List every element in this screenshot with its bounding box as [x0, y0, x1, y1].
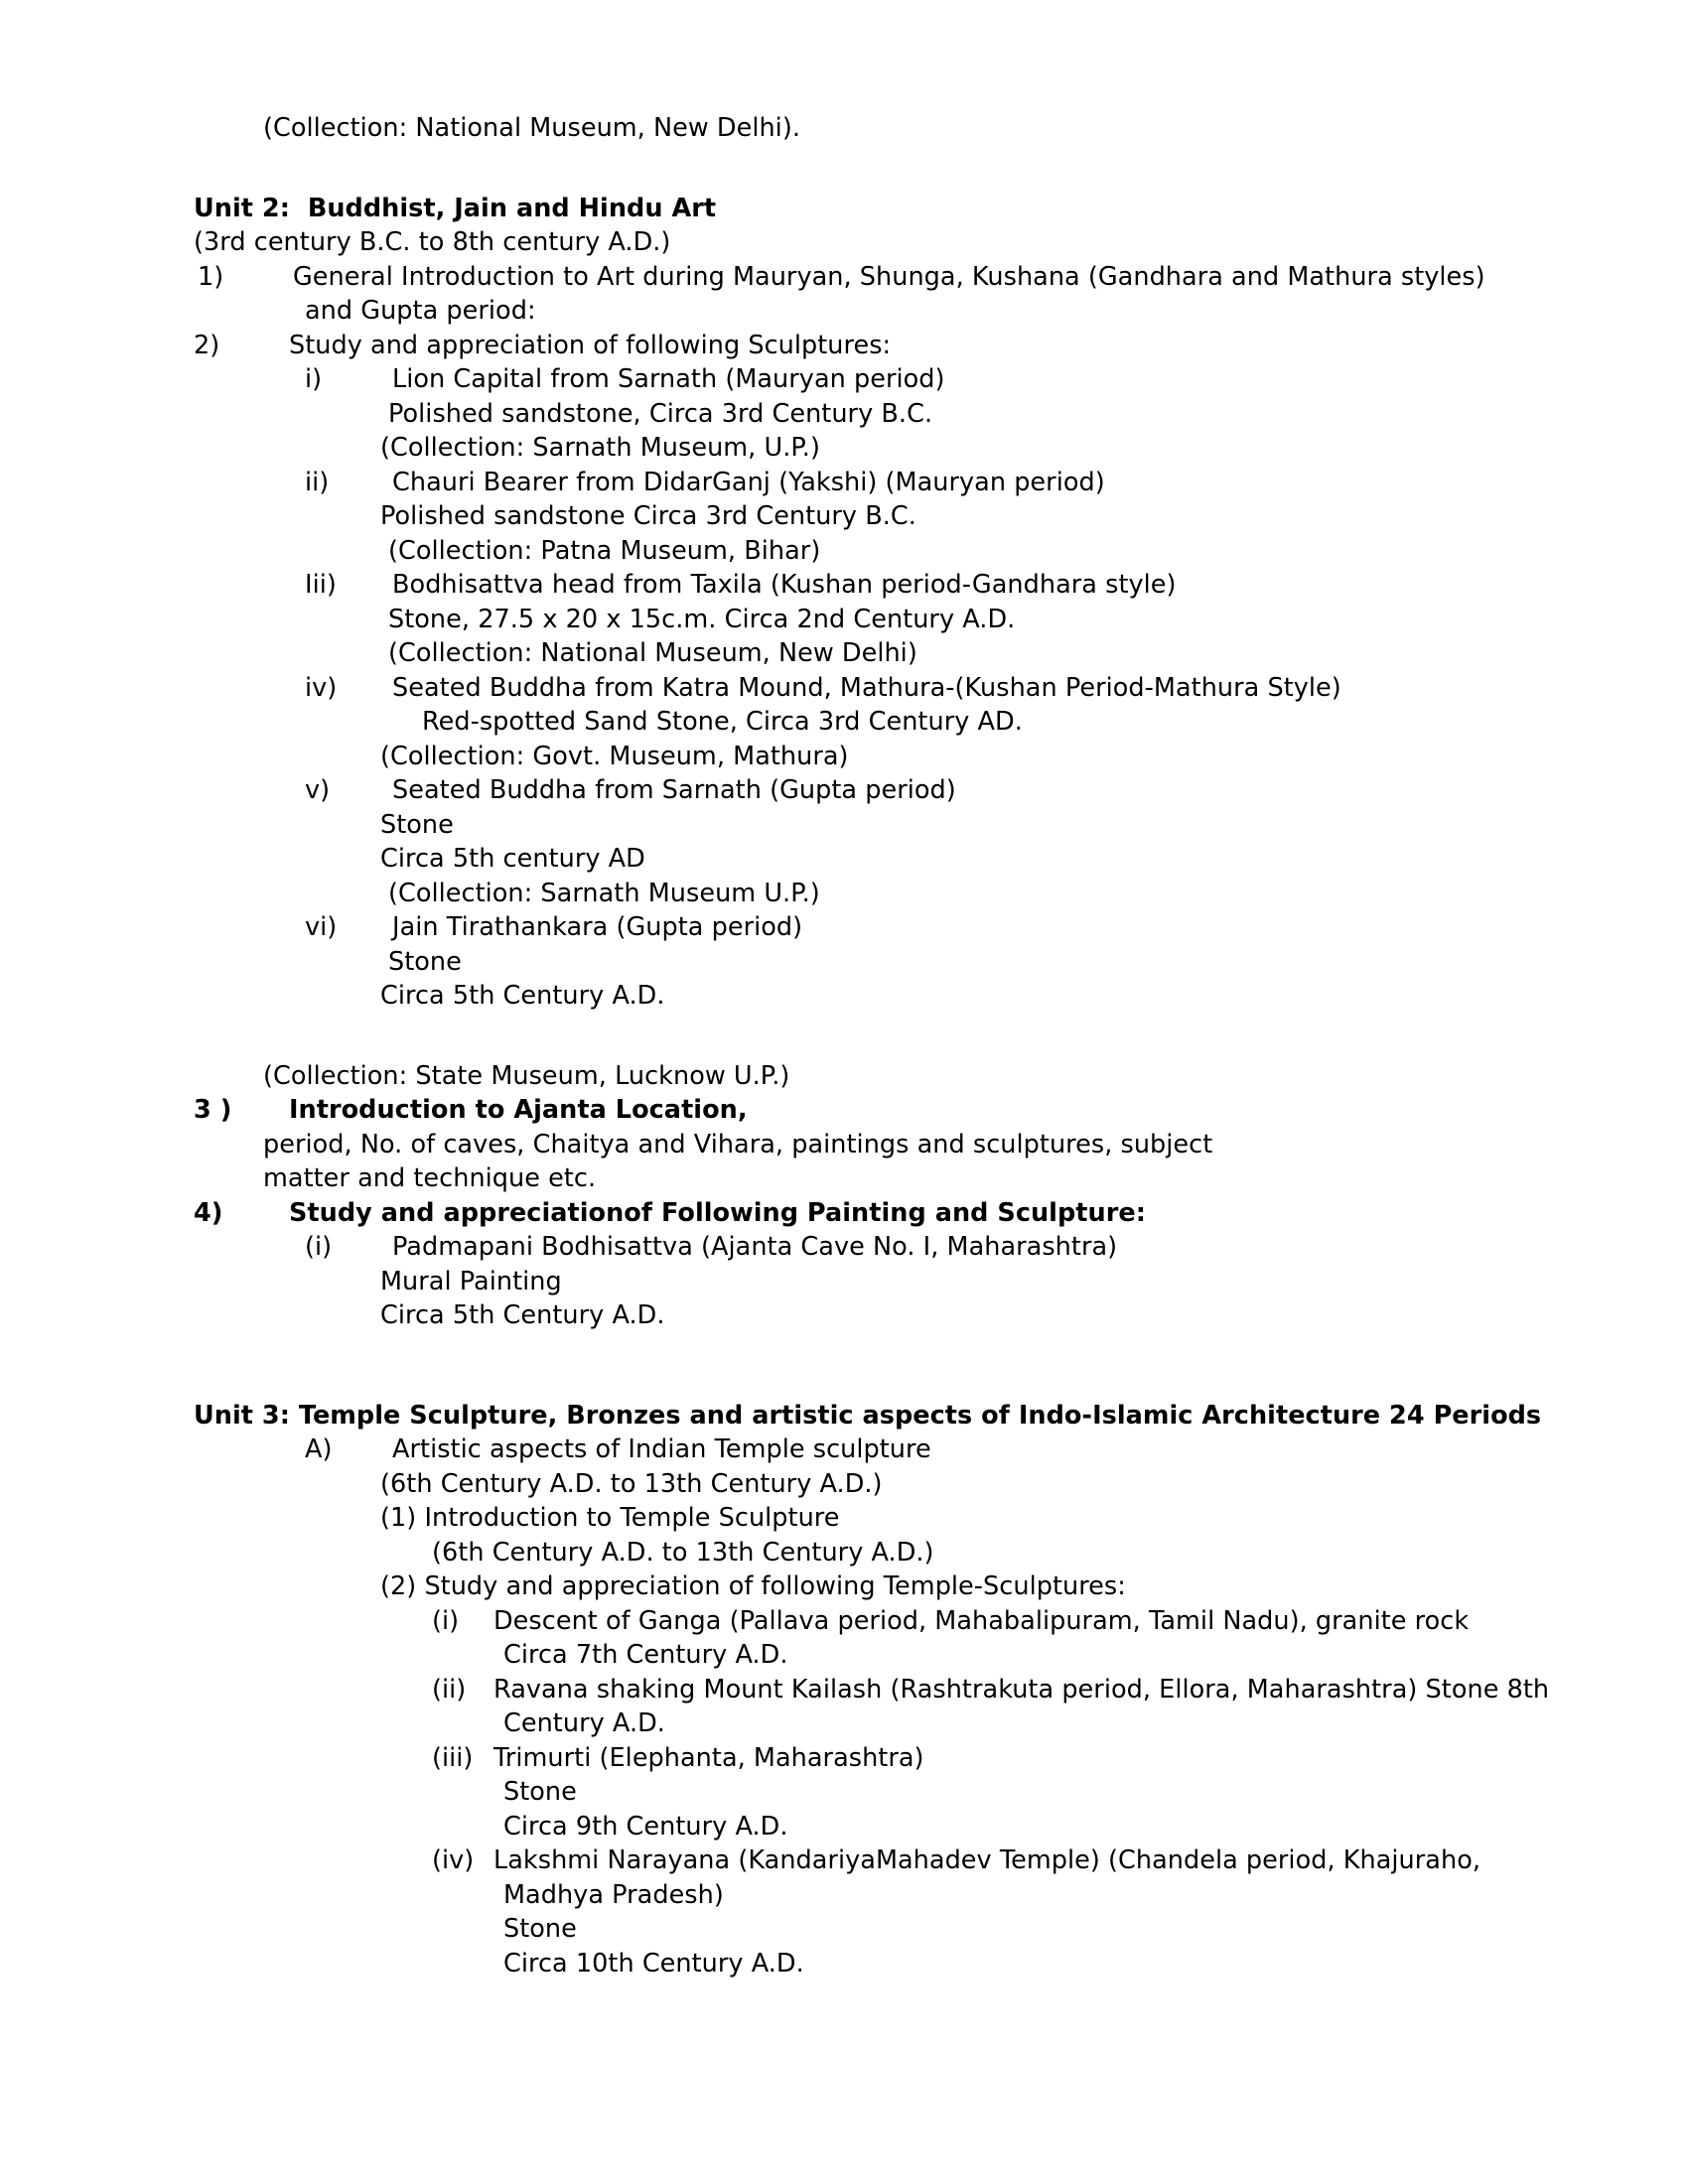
temple-sculpture-iii-material: [194, 1775, 1514, 1810]
unit-2-item-4: [194, 1196, 1514, 1231]
temple-sculpture-ii-cont-text: Century A.D.: [503, 1708, 665, 1738]
unit-2-item-2-number: 2): [194, 330, 220, 360]
temple-sculpture-iii: [194, 1741, 1514, 1776]
temple-sculpture-iv-cont-text: Madhya Pradesh): [503, 1879, 724, 1910]
sculpture-vi: [194, 910, 1514, 945]
unit-2-item-2: [194, 329, 1514, 363]
sculpture-vi-material: Stone: [388, 946, 462, 977]
temple-sculpture-ii-title: Ravana shaking Mount Kailash (Rashtrakuta period, Ellora, Maharashtra) Stone 8th: [493, 1674, 1550, 1705]
sculpture-iii-material: Stone, 27.5 x 20 x 15c.m. Circa 2nd Century A.D.: [388, 604, 1016, 634]
sculpture-iii-title: Bodhisattva head from Taxila (Kushan period-Gandhara style): [392, 570, 1177, 600]
sculpture-i-collection: (Collection: Sarnath Museum, U.P.): [380, 433, 820, 463]
temple-sculpture-i-date-text: Circa 7th Century A.D.: [503, 1640, 788, 1670]
section-a-title: Artistic aspects of Indian Temple sculpture: [392, 1434, 931, 1464]
temple-sculpture-iv-marker: (iv): [432, 1845, 475, 1875]
subsection-1-title: Introduction to Temple Sculpture: [424, 1503, 840, 1533]
unit-2-label: Unit 2:: [194, 193, 290, 223]
section-a: [194, 1433, 1514, 1467]
work-i-date: Circa 5th Century A.D.: [380, 1300, 665, 1330]
unit-2-item-1-text: General Introduction to Art during Mauryan, Shunga, Kushana (Gandhara and Mathura styles): [293, 261, 1485, 292]
sculpture-ii-title: Chauri Bearer from DidarGanj (Yakshi) (Mauryan period): [392, 467, 1105, 497]
unit-2-item-1-number: 1): [198, 261, 224, 292]
unit-2-item-3-title: Introduction to Ajanta Location,: [289, 1095, 748, 1125]
spacer: [194, 146, 1514, 192]
sculpture-i-marker: i): [305, 364, 323, 394]
temple-sculpture-iii-material-text: Stone: [503, 1777, 577, 1807]
temple-sculpture-iv-cont: [194, 1878, 1514, 1913]
unit-3-label: Unit 3:: [194, 1400, 290, 1431]
sculpture-v: [194, 773, 1514, 808]
sculpture-v-material: Stone: [380, 809, 454, 840]
temple-sculpture-iii-date: [194, 1810, 1514, 1844]
unit-3-heading: [194, 1399, 1542, 1433]
sculpture-v-date: Circa 5th century AD: [380, 844, 645, 874]
sculpture-ii-material: Polished sandstone Circa 3rd Century B.C.: [380, 501, 916, 531]
unit-3-title: Temple Sculpture, Bronzes and artistic aspects of Indo-Islamic Architecture 24 Periods: [298, 1400, 1542, 1431]
spacer: [194, 1014, 1514, 1059]
temple-sculpture-i-title: Descent of Ganga (Pallava period, Mahabalipuram, Tamil Nadu), granite rock: [493, 1605, 1470, 1636]
section-a-period: (6th Century A.D. to 13th Century A.D.): [380, 1468, 883, 1499]
unit-2-item-3: [194, 1093, 1514, 1128]
sculpture-ii-collection: (Collection: Patna Museum, Bihar): [388, 535, 821, 566]
sculpture-iv-material: Red-spotted Sand Stone, Circa 3rd Century AD.: [422, 707, 1023, 737]
sculpture-iii: [194, 568, 1514, 603]
unit-2-title: Buddhist, Jain and Hindu Art: [307, 193, 717, 223]
sculpture-iv: [194, 671, 1514, 706]
temple-sculpture-iv-date-text: Circa 10th Century A.D.: [503, 1948, 804, 1979]
sculpture-ii-marker: ii): [305, 467, 330, 497]
subsection-2-marker: (2): [380, 1571, 417, 1601]
temple-sculpture-i: [194, 1604, 1514, 1639]
subsection-1-period: (6th Century A.D. to 13th Century A.D.): [432, 1537, 934, 1568]
unit-3-heading-spacer: [290, 1401, 299, 1431]
top-collection-line: (Collection: National Museum, New Delhi).: [263, 113, 800, 143]
unit-2-item-3-line-1: period, No. of caves, Chaitya and Vihara, paintings and sculptures, subject: [263, 1129, 1213, 1160]
temple-sculpture-iv-title: Lakshmi Narayana (KandariyaMahadev Temple) (Chandela period, Khajuraho,: [493, 1845, 1481, 1875]
sculpture-i-title: Lion Capital from Sarnath (Mauryan period): [392, 364, 945, 394]
temple-sculpture-ii-marker: (ii): [432, 1674, 467, 1705]
sculpture-vi-marker: vi): [305, 912, 338, 942]
sculpture-iv-marker: iv): [305, 672, 338, 703]
sculpture-iii-collection: (Collection: National Museum, New Delhi): [388, 638, 917, 668]
unit-2-trailing-collection: (Collection: State Museum, Lucknow U.P.): [263, 1060, 790, 1091]
temple-sculpture-iv-material-text: Stone: [503, 1914, 577, 1944]
temple-sculpture-iv-date: [194, 1947, 1514, 1981]
temple-sculpture-iii-marker: (iii): [432, 1742, 474, 1773]
work-i-title: Padmapani Bodhisattva (Ajanta Cave No. I, Maharashtra): [392, 1232, 1118, 1262]
sculpture-vi-date: Circa 5th Century A.D.: [380, 981, 665, 1011]
temple-sculpture-iv-material: [194, 1912, 1514, 1947]
sculpture-vi-title: Jain Tirathankara (Gupta period): [392, 912, 803, 942]
sculpture-i: [194, 362, 1514, 397]
unit-2-item-3-line-2: matter and technique etc.: [263, 1163, 597, 1193]
unit-2-item-4-number: 4): [194, 1197, 223, 1228]
unit-2-item-1: [194, 260, 1514, 295]
unit-2-item-2-text: Study and appreciation of following Sculptures:: [289, 330, 892, 360]
subsection-1: [194, 1501, 1514, 1536]
unit-2-item-1-cont: and Gupta period:: [305, 296, 536, 326]
work-i-material: Mural Painting: [380, 1266, 562, 1297]
sculpture-iv-title: Seated Buddha from Katra Mound, Mathura-(Kushan Period-Mathura Style): [392, 672, 1341, 703]
sculpture-v-marker: v): [305, 775, 331, 805]
sculpture-iii-marker: Iii): [305, 570, 337, 600]
temple-sculpture-iii-title: Trimurti (Elephanta, Maharashtra): [493, 1742, 924, 1773]
subsection-2: [194, 1570, 1514, 1604]
section-a-marker: A): [305, 1434, 333, 1464]
unit-2-title-spacer: [290, 194, 308, 223]
work-i: [194, 1230, 1514, 1265]
subsection-2-title: Study and appreciation of following Temple-Sculptures:: [424, 1571, 1126, 1601]
temple-sculpture-iii-date-text: Circa 9th Century A.D.: [503, 1811, 788, 1842]
unit-2-item-3-number: 3 ): [194, 1095, 232, 1125]
document-body: [194, 111, 1550, 1980]
sculpture-v-collection: (Collection: Sarnath Museum U.P.): [388, 878, 820, 908]
temple-sculpture-i-marker: (i): [432, 1605, 460, 1636]
sculpture-ii: [194, 466, 1514, 500]
spacer: [194, 1333, 1514, 1399]
subsection-1-marker: (1): [380, 1503, 417, 1533]
temple-sculpture-ii-cont: [194, 1706, 1514, 1741]
sculpture-v-title: Seated Buddha from Sarnath (Gupta period): [392, 775, 956, 805]
temple-sculpture-ii: [194, 1673, 1550, 1707]
sculpture-i-material: Polished sandstone, Circa 3rd Century B.C.: [388, 398, 933, 429]
unit-2-period: (3rd century B.C. to 8th century A.D.): [194, 227, 671, 257]
work-i-marker: (i): [305, 1232, 333, 1262]
temple-sculpture-i-date: [194, 1638, 1514, 1673]
sculpture-iv-collection: (Collection: Govt. Museum, Mathura): [380, 741, 849, 771]
unit-2-item-4-title: Study and appreciationof Following Painting and Sculpture:: [289, 1197, 1146, 1228]
temple-sculpture-iv: [194, 1843, 1514, 1878]
unit-2-heading: [194, 192, 1514, 226]
